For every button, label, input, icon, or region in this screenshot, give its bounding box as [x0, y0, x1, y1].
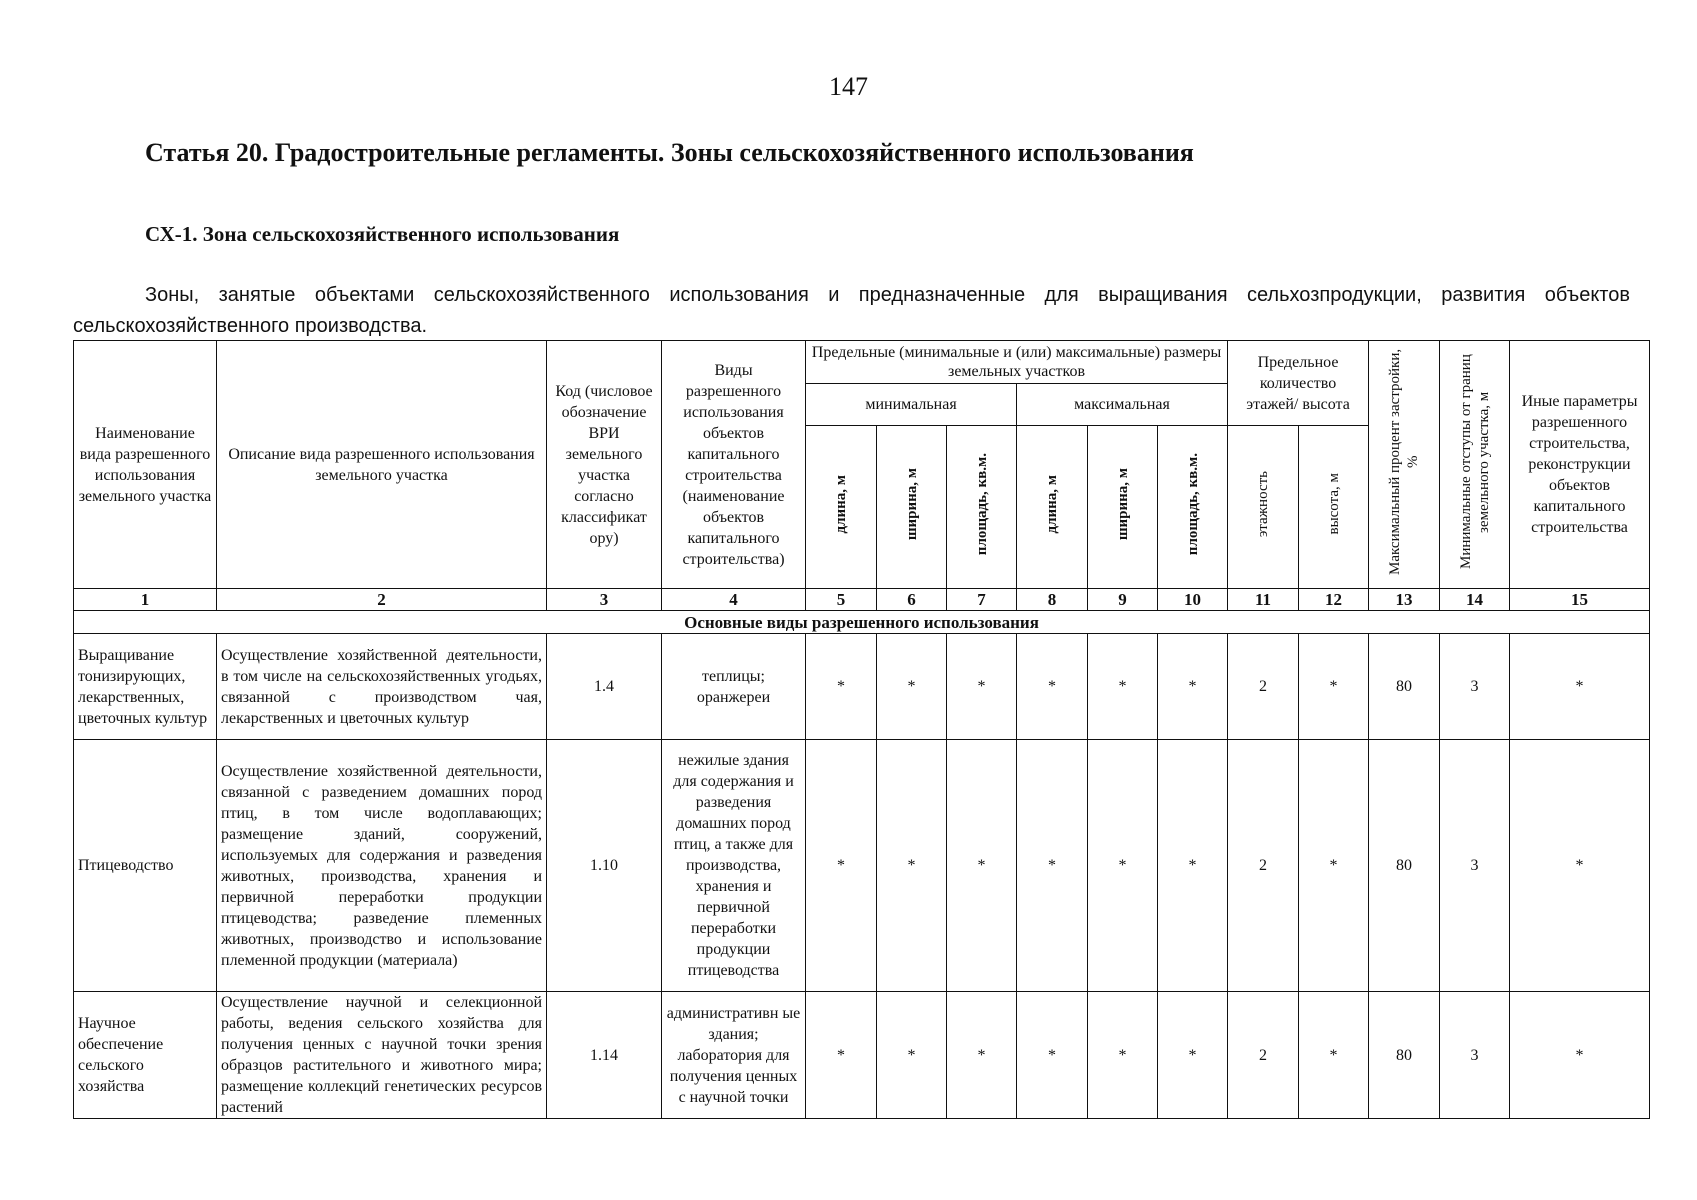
row-floors: 2	[1228, 634, 1299, 740]
header-min-width	[877, 426, 947, 589]
header-minimal: минимальная	[806, 384, 1017, 426]
header-min-setbacks	[1440, 341, 1510, 589]
row-max-area: *	[1158, 992, 1228, 1119]
column-number: 15	[1510, 589, 1650, 611]
row-other: *	[1510, 634, 1650, 740]
header-max-width	[1088, 426, 1158, 589]
section-title: Основные виды разрешенного использования	[74, 611, 1650, 634]
row-description: Осуществление научной и селекционной работы, ведения сельского хозяйства для получения ценных с научной точки зрения образцов растительного и животного мира; размещение коллекций генетических ресурсов растений	[217, 992, 547, 1119]
header-min-length-text: длина, м	[833, 474, 849, 534]
header-min-area	[947, 426, 1017, 589]
page-number: 147	[829, 72, 868, 101]
row-setback: 3	[1440, 992, 1510, 1119]
header-floors-text: этажность	[1255, 470, 1272, 538]
row-objects: административн ые здания; лаборатория для получения ценных с научной точки	[662, 992, 806, 1119]
column-number: 5	[806, 589, 877, 611]
header-max-percent-text: Максимальный процент застройки, %	[1387, 348, 1422, 575]
column-number: 14	[1440, 589, 1510, 611]
row-max-length: *	[1017, 634, 1088, 740]
row-max-percent: 80	[1369, 992, 1440, 1119]
header-floors	[1228, 426, 1299, 589]
header-max-width-text: ширина, м	[1114, 467, 1131, 541]
row-code: 1.14	[547, 992, 662, 1119]
row-height: *	[1299, 634, 1369, 740]
row-height: *	[1299, 740, 1369, 992]
column-number: 9	[1088, 589, 1158, 611]
column-number: 2	[217, 589, 547, 611]
row-max-percent: 80	[1369, 634, 1440, 740]
column-number: 12	[1299, 589, 1369, 611]
row-objects: теплицы; оранжереи	[662, 634, 806, 740]
zone-description: Зоны, занятые объектами сельскохозяйственного использования и предназначенные для выращивания сельхозпродукции, развития объектов сельскохозяйственного производства.	[73, 284, 1630, 337]
row-name: Выращивание тонизирующих, лекарственных, цветочных культур	[74, 634, 217, 740]
row-max-length: *	[1017, 740, 1088, 992]
row-max-percent: 80	[1369, 740, 1440, 992]
row-description: Осуществление хозяйственной деятельности, связанной с разведением домашних пород птиц, в том числе водоплавающих; размещение зданий, сооружений, используемых для содержания и разведения животных, производства, хранения и первичной переработки продукции птицеводства; разведение племенных животных, производство и использование племенной продукции (материала)	[217, 740, 547, 992]
column-number: 3	[547, 589, 662, 611]
header-max-length	[1017, 426, 1088, 589]
row-max-area: *	[1158, 740, 1228, 992]
row-height: *	[1299, 992, 1369, 1119]
column-number-row	[74, 589, 1650, 611]
header-min-setbacks-text: Минимальные отступы от границ земельного участка, м	[1457, 354, 1492, 569]
header-min-area-text: площадь, кв.м.	[973, 452, 990, 556]
row-min-width: *	[877, 992, 947, 1119]
row-code: 1.4	[547, 634, 662, 740]
row-max-width: *	[1088, 634, 1158, 740]
header-min-width-text: ширина, м	[903, 467, 920, 541]
regulations-table	[73, 340, 1650, 1119]
row-setback: 3	[1440, 634, 1510, 740]
header-height	[1299, 426, 1369, 589]
row-min-area: *	[947, 992, 1017, 1119]
section-row	[74, 611, 1650, 634]
row-other: *	[1510, 992, 1650, 1119]
row-min-length: *	[806, 634, 877, 740]
zone-title: СХ-1. Зона сельскохозяйственного использования	[145, 222, 620, 246]
header-max-area-text: площадь, кв.м.	[1184, 452, 1201, 556]
row-max-area: *	[1158, 634, 1228, 740]
row-code: 1.10	[547, 740, 662, 992]
header-name: Наименование вида разрешенного использования земельного участка	[74, 341, 217, 589]
header-max-area	[1158, 426, 1228, 589]
article-title: Статья 20. Градостроительные регламенты. Зоны сельскохозяйственного использования	[145, 138, 1194, 167]
row-min-length: *	[806, 992, 877, 1119]
column-number: 8	[1017, 589, 1088, 611]
row-floors: 2	[1228, 740, 1299, 992]
column-number: 4	[662, 589, 806, 611]
row-max-width: *	[1088, 740, 1158, 992]
row-objects: нежилые здания для содержания и разведения домашних пород птиц, а также для производства, хранения и первичной переработки продукции птицеводства	[662, 740, 806, 992]
column-number: 13	[1369, 589, 1440, 611]
row-min-width: *	[877, 634, 947, 740]
row-description: Осуществление хозяйственной деятельности, в том числе на сельскохозяйственных угодьях, связанной с производством чая, лекарственных и цветочных культур	[217, 634, 547, 740]
row-name: Птицеводство	[74, 740, 217, 992]
header-floors-limit: Предельное количество этажей/ высота	[1228, 341, 1369, 426]
table-row	[74, 740, 1650, 992]
row-name: Научное обеспечение сельского хозяйства	[74, 992, 217, 1119]
header-min-length	[806, 426, 877, 589]
row-setback: 3	[1440, 740, 1510, 992]
row-min-area: *	[947, 634, 1017, 740]
row-other: *	[1510, 740, 1650, 992]
header-other-params: Иные параметры разрешенного строительства, реконструкции объектов капитального строительства	[1510, 341, 1650, 589]
header-limit-sizes: Предельные (минимальные и (или) максимальные) размеры земельных участков	[806, 341, 1228, 384]
row-max-length: *	[1017, 992, 1088, 1119]
header-max-length-text: длина, м	[1044, 474, 1060, 534]
row-max-width: *	[1088, 992, 1158, 1119]
table-row	[74, 992, 1650, 1119]
row-min-area: *	[947, 740, 1017, 992]
column-number: 11	[1228, 589, 1299, 611]
row-min-length: *	[806, 740, 877, 992]
header-row-1	[74, 341, 1650, 384]
header-height-text: высота, м	[1325, 473, 1342, 535]
header-description: Описание вида разрешенного использования земельного участка	[217, 341, 547, 589]
column-number: 1	[74, 589, 217, 611]
row-floors: 2	[1228, 992, 1299, 1119]
column-number: 6	[877, 589, 947, 611]
header-object-types: Виды разрешенного использования объектов капитального строительства (наименование объектов капитального строительства)	[662, 341, 806, 589]
column-number: 10	[1158, 589, 1228, 611]
row-min-width: *	[877, 740, 947, 992]
header-max-percent	[1369, 341, 1440, 589]
header-maximal: максимальная	[1017, 384, 1228, 426]
column-number: 7	[947, 589, 1017, 611]
header-code: Код (числовое обозначение ВРИ земельного участка согласно классификат ору)	[547, 341, 662, 589]
table-row	[74, 634, 1650, 740]
